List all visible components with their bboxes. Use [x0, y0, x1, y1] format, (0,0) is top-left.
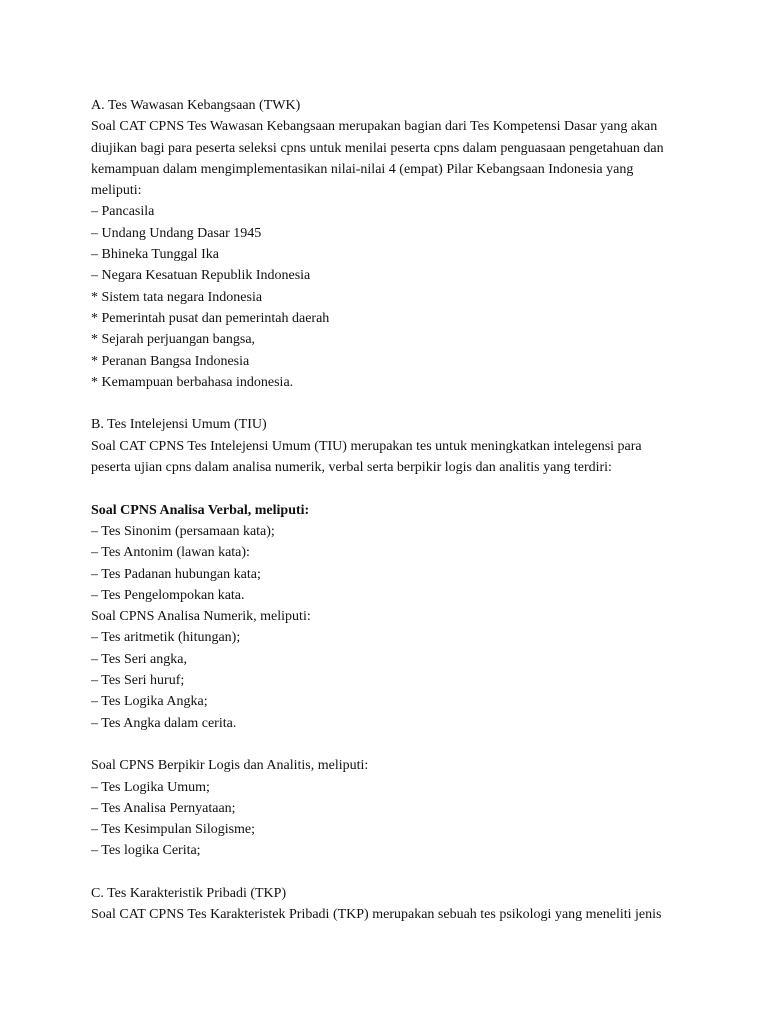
spacer [91, 862, 681, 883]
numerik-list-item: – Tes Logika Angka; [91, 694, 208, 710]
twk-list-item: * Sistem tata negara Indonesia [91, 289, 263, 305]
logis-list-item: – Tes Logika Umum; [91, 779, 210, 795]
verbal-list-item: – Tes Antonim (lawan kata): [91, 545, 250, 561]
twk-list-item: – Pancasila [91, 204, 155, 220]
tkp-paragraph-line: Soal CAT CPNS Tes Karakteristek Pribadi (TKP) merupakan sebuah tes psikologi yang meneliti jenis [91, 907, 662, 923]
tiu-paragraph-line: peserta ujian cpns dalam analisa numerik, verbal serta berpikir logis dan analitis yang terdiri: [91, 460, 612, 476]
verbal-subheading: Soal CPNS Analisa Verbal, meliputi: [91, 502, 310, 518]
twk-list-item: – Bhineka Tunggal Ika [91, 247, 219, 263]
document-body [91, 95, 681, 926]
numerik-list-item: – Tes Seri huruf; [91, 673, 185, 689]
logis-list-item: – Tes logika Cerita; [91, 843, 201, 859]
verbal-list-item: – Tes Padanan hubungan kata; [91, 566, 261, 582]
twk-list-item: * Peranan Bangsa Indonesia [91, 353, 250, 369]
twk-list-item: * Pemerintah pusat dan pemerintah daerah [91, 310, 330, 326]
verbal-list-item: – Tes Pengelompokan kata. [91, 587, 245, 603]
twk-list-item: – Undang Undang Dasar 1945 [91, 225, 262, 241]
section-heading-tkp: C. Tes Karakteristik Pribadi (TKP) [91, 885, 287, 901]
spacer [91, 393, 681, 414]
numerik-list-item: – Tes aritmetik (hitungan); [91, 630, 241, 646]
section-heading-twk: A. Tes Wawasan Kebangsaan (TWK) [91, 98, 301, 113]
twk-list-item: * Sejarah perjuangan bangsa, [91, 332, 256, 348]
numerik-list-item: – Tes Angka dalam cerita. [91, 715, 237, 731]
logis-list-item: – Tes Kesimpulan Silogisme; [91, 822, 256, 838]
spacer [91, 734, 681, 755]
tiu-paragraph-line: Soal CAT CPNS Tes Intelejensi Umum (TIU) merupakan tes untuk meningkatkan intelegensi para [91, 438, 642, 454]
spacer [91, 478, 681, 499]
twk-list-item: * Kemampuan berbahasa indonesia. [91, 374, 294, 390]
twk-list-item: – Negara Kesatuan Republik Indonesia [91, 268, 311, 284]
twk-paragraph-line: kemampuan dalam mengimplementasikan nilai-nilai 4 (empat) Pilar Kebangsaan Indonesia yang [91, 161, 634, 177]
twk-paragraph-line: diujikan bagi para peserta seleksi cpns untuk menilai peserta cpns dalam penguasaan pengetahuan dan [91, 140, 664, 156]
section-heading-tiu: B. Tes Intelejensi Umum (TIU) [91, 417, 267, 433]
verbal-list-item: – Tes Sinonim (persamaan kata); [91, 523, 275, 539]
twk-paragraph-line: Soal CAT CPNS Tes Wawasan Kebangsaan merupakan bagian dari Tes Kompetensi Dasar yang akan [91, 119, 658, 135]
logis-subheading: Soal CPNS Berpikir Logis dan Analitis, meliputi: [91, 758, 369, 774]
numerik-subheading: Soal CPNS Analisa Numerik, meliputi: [91, 609, 311, 625]
numerik-list-item: – Tes Seri angka, [91, 651, 187, 667]
logis-list-item: – Tes Analisa Pernyataan; [91, 800, 236, 816]
twk-paragraph-line: meliputi: [91, 183, 142, 199]
